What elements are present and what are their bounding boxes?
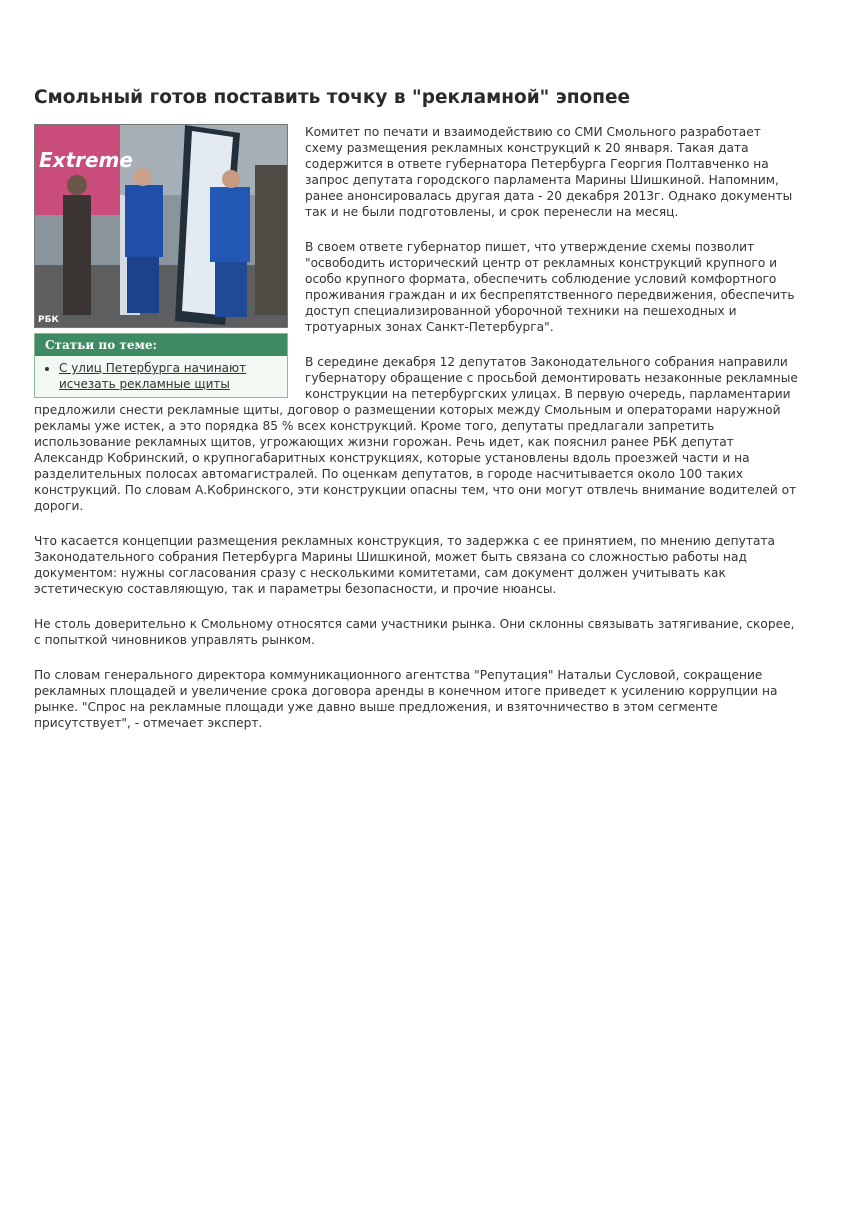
paragraph: В своем ответе губернатор пишет, что утверждение схемы позволит "освободить исторический центр от рекламных конструкций крупного и особо крупного формата, обеспечить соблюдение условий комфортного проживания граждан и их беспрепятственного передвижения, обеспечить доступ специализированной уборочной техники на пешеходных и тротуарных зонах Санкт-Петербурга".: [305, 240, 795, 334]
related-article-link[interactable]: С улиц Петербурга начинают исчезать рекламные щиты: [59, 361, 247, 391]
related-articles-list: [35, 356, 287, 397]
paragraph: В середине декабря 12 депутатов Законодательного собрания направили губернатору обращение с просьбой демонтировать незаконные рекламные конструкции на петербургских улицах. В первую очередь, парламентарии предложили снести рекламные щиты, договор о размещении которых между Смольным и операторами наружной рекламы уже истек, а это порядка 85 % всех конструкций. Кроме того, депутаты предлагали запретить использование рекламных щитов, угрожающих жизни горожан. Речь идет, как пояснил ранее РБК депутат Александр Кобринский, о крупногабаритных конструкциях, которые установлены вдоль проезжей части и на разделительных полосах автомагистралей. По оценкам депутатов, в городе насчитывается около 100 таких конструкций. По словам А.Кобринского, эти конструкции опасны тем, что они могут отвлечь внимание водителей от дороги.: [34, 355, 798, 513]
related-articles-header: Статьи по теме:: [35, 334, 287, 356]
photo-credit: РБК: [38, 315, 59, 325]
related-article-item: [59, 360, 279, 392]
related-articles-box: [34, 333, 288, 398]
article-photo: [34, 124, 288, 328]
paragraph: Комитет по печати и взаимодействию со СМИ Смольного разработает схему размещения рекламных конструкций к 20 января. Такая дата содержится в ответе губернатора Петербурга Георгия Полтавченко на запрос депутата городского парламента Марины Шишкиной. Напомним, ранее анонсировалась другая дата - 20 декабря 2013г. Однако документы так и не были подготовлены, и срок перенесли на месяц.: [305, 125, 793, 219]
article-title: Смольный готов поставить точку в "рекламной" эпопее: [34, 87, 631, 108]
paragraph: По словам генерального директора коммуникационного агентства "Репутация" Натальи Сусловой, сокращение рекламных площадей и увеличение срока договора аренды в конечном итоге приведет к усилению коррупции на рынке. "Спрос на рекламные площади уже давно выше предложения, и взяточничество в этом сегменте присутствует", - отмечает эксперт.: [34, 668, 778, 730]
svg-text:Extreme: Extreme: [39, 148, 133, 172]
figure-box: [34, 124, 288, 398]
paragraph: Не столь доверительно к Смольному относятся сами участники рынка. Они склонны связывать затягивание, скорее, с попыткой чиновников управлять рынком.: [34, 617, 795, 647]
paragraph: Что касается концепции размещения рекламных конструкция, то задержка с ее принятием, по мнению депутата Законодательного собрания Петербурга Марины Шишкиной, может быть связана со сложностью работы над документом: нужны согласования сразу с несколькими комитетами, сам документ должен учитывать как эстетическую составляющую, так и параметры безопасности, и прочие нюансы.: [34, 534, 775, 596]
article: [34, 86, 798, 742]
photo-illustration: [35, 125, 287, 327]
